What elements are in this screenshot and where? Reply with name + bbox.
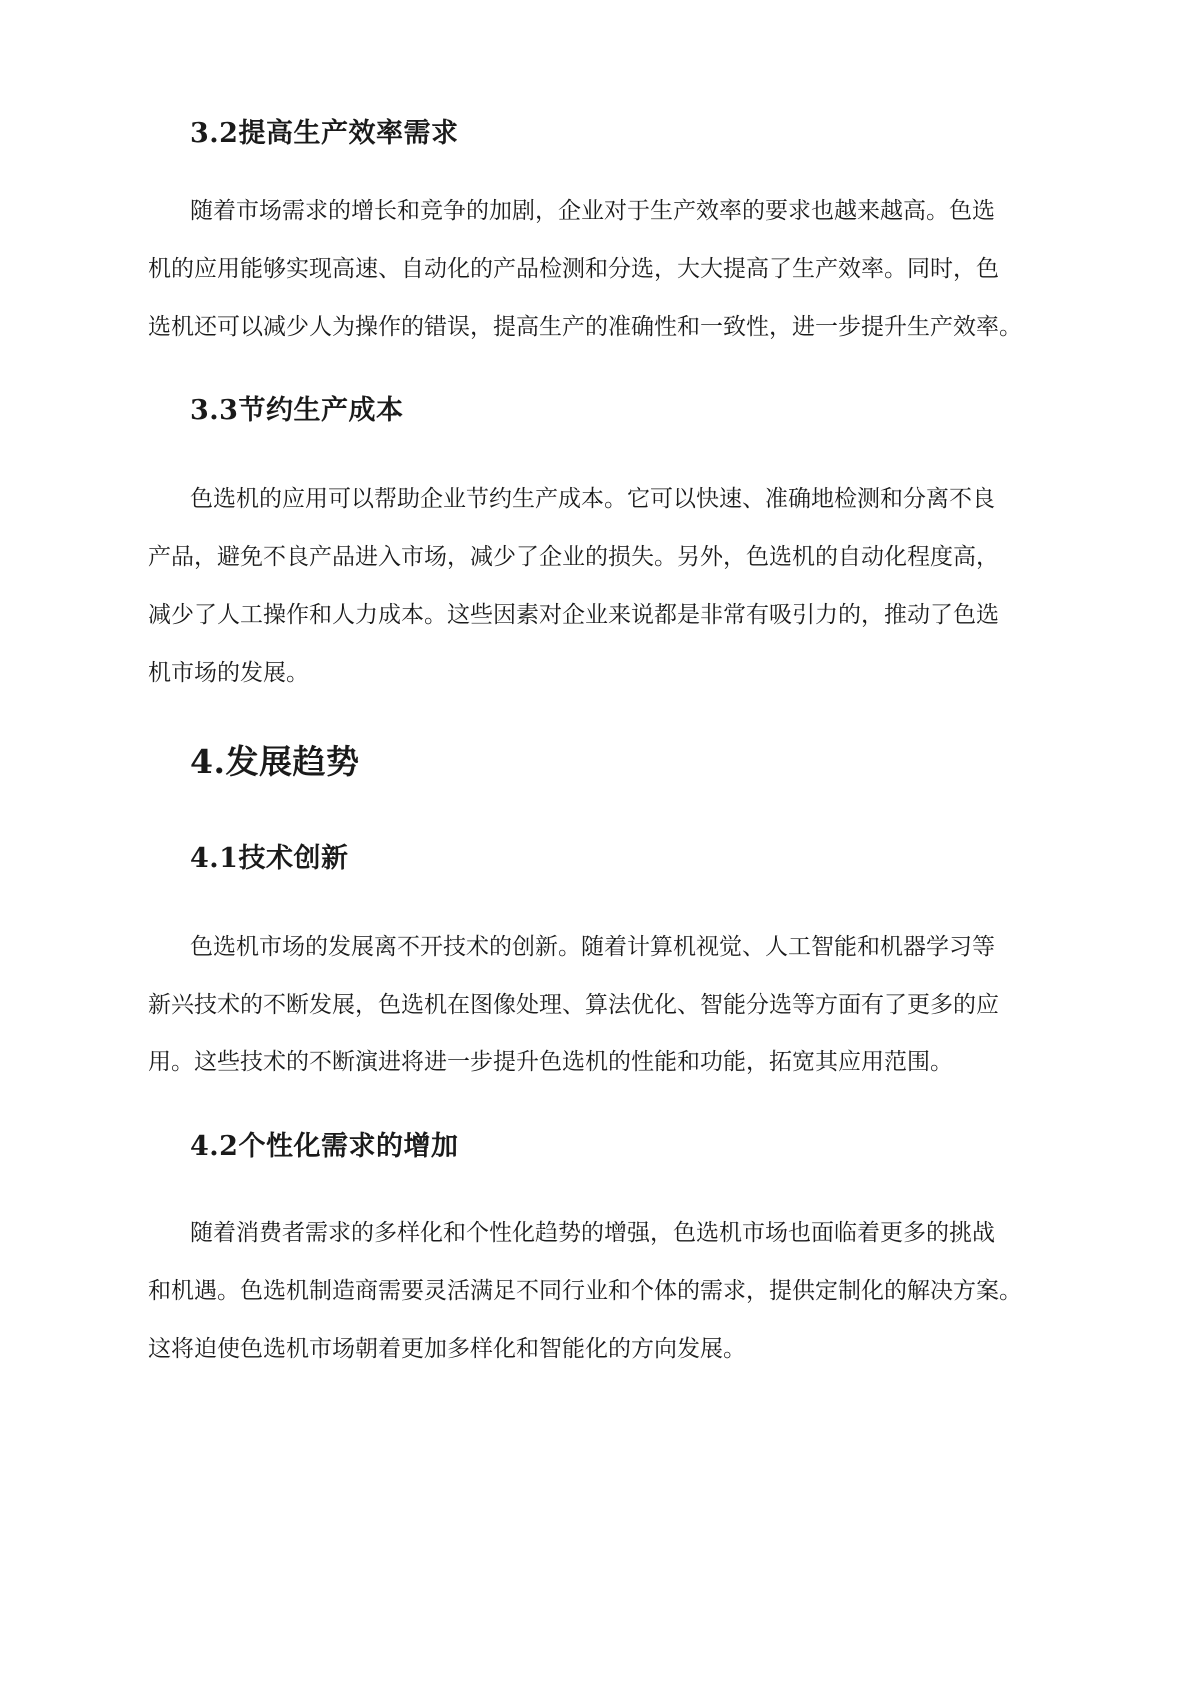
paragraph-line: 和机遇。色选机制造商需要灵活满足不同行业和个体的需求，提供定制化的解决方案。: [148, 1278, 1022, 1304]
paragraph-line: 减少了人工操作和人力成本。这些因素对企业来说都是非常有吸引力的，推动了色选: [148, 602, 999, 628]
paragraph-line: 新兴技术的不断发展，色选机在图像处理、算法优化、智能分选等方面有了更多的应: [148, 992, 999, 1018]
paragraph-line: 产品，避免不良产品进入市场，减少了企业的损失。另外，色选机的自动化程度高，: [148, 544, 999, 570]
section-heading-3-3: 3.3节约生产成本: [190, 395, 404, 426]
paragraph-line: 这将迫使色选机市场朝着更加多样化和智能化的方向发展。: [148, 1336, 746, 1362]
section-heading-3-2: 3.2提高生产效率需求: [190, 118, 459, 149]
paragraph-line: 机的应用能够实现高速、自动化的产品检测和分选，大大提高了生产效率。同时，色: [148, 256, 999, 282]
paragraph-line: 色选机的应用可以帮助企业节约生产成本。它可以快速、准确地检测和分离不良: [190, 486, 995, 512]
section-heading-4-2: 4.2个性化需求的增加: [190, 1131, 459, 1162]
paragraph-line: 随着消费者需求的多样化和个性化趋势的增强，色选机市场也面临着更多的挑战: [190, 1220, 995, 1246]
section-heading-4-1: 4.1技术创新: [190, 843, 349, 874]
paragraph-line: 用。这些技术的不断演进将进一步提升色选机的性能和功能，拓宽其应用范围。: [148, 1049, 953, 1075]
paragraph-line: 选机还可以减少人为操作的错误，提高生产的准确性和一致性，进一步提升生产效率。: [148, 314, 1022, 340]
chapter-heading-4: 4.发展趋势: [190, 742, 360, 781]
paragraph-line: 机市场的发展。: [148, 660, 309, 686]
paragraph-line: 随着市场需求的增长和竞争的加剧，企业对于生产效率的要求也越来越高。色选: [190, 198, 995, 224]
paragraph-line: 色选机市场的发展离不开技术的创新。随着计算机视觉、人工智能和机器学习等: [190, 934, 995, 960]
